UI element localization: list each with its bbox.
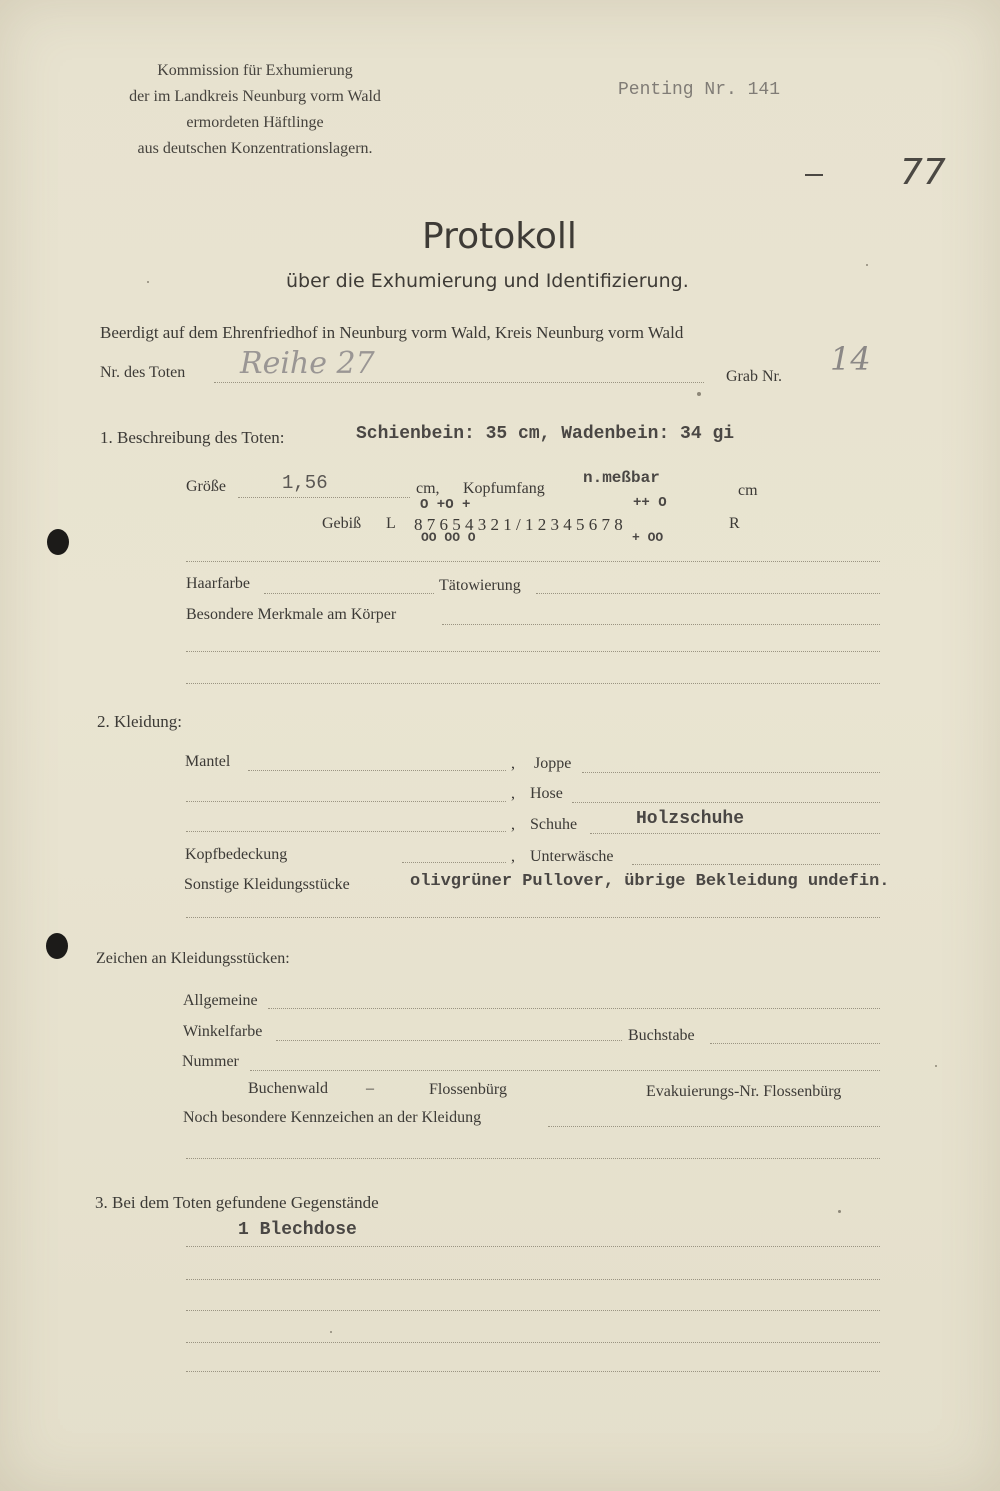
burial-line: Beerdigt auf dem Ehrenfriedhof in Neunburg vorm Wald, Kreis Neunburg vorm Wald [100,323,684,342]
gebiss-upper-marks-right: ++ O [633,495,667,511]
schuhe-comma: , [511,816,515,833]
cm-label-2: cm [738,482,758,499]
hose-comma: , [511,785,515,802]
commission-line-1: Kommission für Exhumierung [157,62,353,79]
kopfumfang-value: n.meßbar [583,469,660,487]
groesse-value: 1,56 [282,472,328,494]
punch-hole-upper [47,529,69,555]
gebiss-numbers: 8 7 6 5 4 3 2 1 / 1 2 3 4 5 6 7 8 [414,515,623,534]
hose-label: Hose [530,785,563,802]
grab-nr-value: 14 [830,340,871,378]
place-reference: Penting Nr. 141 [618,80,781,100]
nr-des-toten-value: Reihe 27 [240,346,375,381]
grab-nr-label: Grab Nr. [726,368,782,385]
mantel-label: Mantel [185,753,231,770]
document-title: Protokoll [422,216,577,257]
document-subtitle: über die Exhumierung und Identifizierung. [286,270,689,292]
punch-hole-lower [46,933,68,959]
buchenwald-dash: – [366,1080,374,1097]
unterwaesche-comma: , [511,848,515,865]
kopfumfang-label: Kopfumfang [463,480,545,497]
taetowierung-label: Tätowierung [439,577,521,594]
haarfarbe-label: Haarfarbe [186,575,250,592]
commission-line-3: ermordeten Häftlinge [186,114,324,131]
unterwaesche-label: Unterwäsche [530,848,614,865]
winkelfarbe-label: Winkelfarbe [183,1023,263,1040]
evakuierung-label: Evakuierungs-Nr. Flossenbürg [646,1083,842,1100]
noch-label: Noch besondere Kennzeichen an der Kleidung [183,1109,482,1126]
flossenbuerg-label: Flossenbürg [429,1081,507,1098]
page-number-dash [805,174,823,176]
section3-label: 3. Bei dem Toten gefundene Gegenstände [95,1193,379,1212]
joppe-comma: , [511,755,515,772]
schuhe-label: Schuhe [530,816,578,833]
commission-block [90,58,420,162]
kopfbedeckung-label: Kopfbedeckung [185,846,288,863]
page-number: 77 [900,152,946,193]
section2-label: 2. Kleidung: [97,712,182,731]
sonstige-label: Sonstige Kleidungsstücke [184,876,350,893]
sonstige-value: olivgrüner Pullover, übrige Bekleidung undefin. [410,872,890,891]
commission-line-4: aus deutschen Konzentrationslagern. [137,140,373,157]
allgemeine-label: Allgemeine [183,992,258,1009]
zeichen-label: Zeichen an Kleidungsstücken: [96,950,290,967]
gebiss-label: Gebiß [322,515,362,532]
buchstabe-label: Buchstabe [628,1027,695,1044]
section1-label: 1. Beschreibung des Toten: [100,428,285,447]
commission-line-2: der im Landkreis Neunburg vorm Wald [129,88,381,105]
cm-label-1: cm, [416,480,440,497]
gebiss-right-letter: R [729,515,740,532]
joppe-label: Joppe [534,755,572,772]
section1-value: Schienbein: 35 cm, Wadenbein: 34 gi [356,424,735,444]
groesse-label: Größe [186,478,226,495]
merkmale-label: Besondere Merkmale am Körper [186,606,397,623]
buchenwald-label: Buchenwald [248,1080,328,1097]
nummer-label: Nummer [182,1053,239,1070]
nr-des-toten-label: Nr. des Toten [100,364,186,381]
section3-value: 1 Blechdose [238,1220,357,1240]
gebiss-left-letter: L [386,515,396,532]
schuhe-value: Holzschuhe [636,809,745,829]
gebiss-upper-marks-left: O +O + [420,497,471,513]
gebiss-lower-marks-left: OO OO O [421,530,476,545]
gebiss-lower-marks-right: + OO [632,530,664,545]
